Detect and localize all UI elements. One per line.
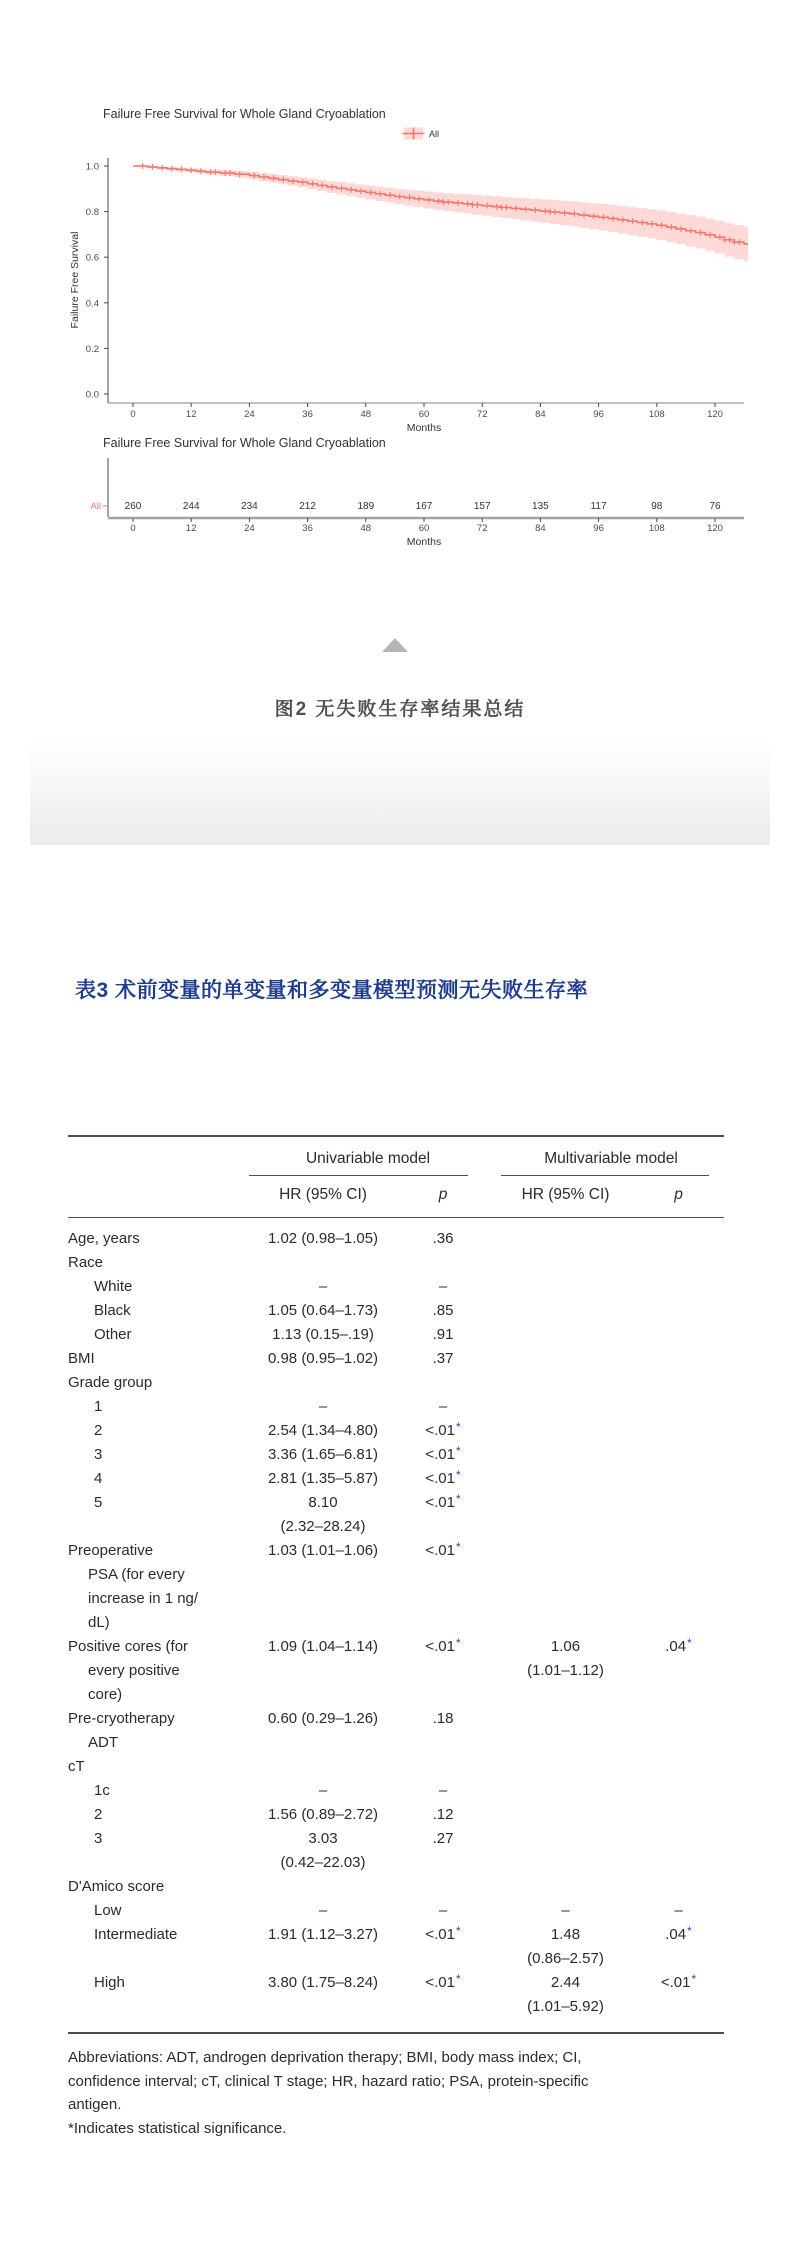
significance-star: *: [455, 1420, 461, 1434]
univariable-p-cell: .27: [432, 1830, 454, 1847]
km-xlabel: Months: [406, 422, 442, 434]
table-row: [68, 1467, 724, 1491]
multivariable-p-cell: [633, 1323, 724, 1347]
km-legend: [403, 128, 440, 140]
col-gap: [488, 1875, 498, 1899]
table-row: [68, 1395, 724, 1419]
univariable-p-cell: <.01*: [425, 1420, 461, 1439]
significance-star: *: [455, 1924, 461, 1938]
row-label: High: [94, 1974, 125, 1991]
y-tick-label: 0.0: [85, 389, 99, 401]
univariable-hr-cell: 1.03 (1.01–1.06): [267, 1542, 379, 1559]
multivariable-hr-cell: [498, 1827, 633, 1875]
univariable-hr-cell: 1.02 (0.98–1.05): [267, 1230, 379, 1247]
risk-count: 212: [299, 501, 316, 512]
x-tick-label: 120: [707, 409, 723, 420]
col-gap: [488, 1803, 498, 1827]
multivariable-hr-cell: [498, 1299, 633, 1323]
univariable-p-cell: .37: [432, 1350, 454, 1367]
table-row: [68, 1371, 724, 1395]
multivariable-p-cell: [633, 1779, 724, 1803]
risk-table-area: [103, 458, 744, 534]
multivariable-p-cell: .04*: [665, 1636, 692, 1655]
univariable-hr-cell: 3.36 (1.65–6.81): [267, 1446, 379, 1463]
risk-x-tick-label: 24: [244, 523, 255, 534]
table-group-header-row: [68, 1137, 724, 1176]
multivariable-hr-cell: [498, 1275, 633, 1299]
col-gap: [488, 1707, 498, 1755]
univariable-p-cell: .18: [432, 1710, 454, 1727]
univariable-p-cell: <.01*: [425, 1636, 461, 1655]
risk-row-label: All: [90, 501, 101, 512]
significance-star: *: [687, 1636, 692, 1650]
km-plot-area: [86, 158, 748, 420]
univariable-p-cell: <.01*: [425, 1972, 461, 1991]
significance-star: *: [455, 1972, 461, 1986]
risk-count: 117: [590, 501, 607, 512]
multivariable-p-cell: [633, 1395, 724, 1419]
row-label: 1c: [94, 1782, 110, 1799]
univariable-p-cell: .91: [432, 1326, 454, 1343]
x-tick-label: 84: [535, 409, 546, 420]
univariable-hr-cell: 3.80 (1.75–8.24): [267, 1974, 379, 1991]
multivariable-hr-cell: [498, 1707, 633, 1755]
multivariable-p-cell: [633, 1875, 724, 1899]
multivariable-underline: [501, 1175, 709, 1176]
stats-table: [68, 1135, 724, 2140]
table-row: [68, 1779, 724, 1803]
univariable-hr-cell: 1.13 (0.15–.19): [272, 1326, 374, 1343]
univariable-hr-cell: 8.10 (2.32–28.24): [280, 1494, 366, 1535]
univariable-hr-cell: 0.60 (0.29–1.26): [267, 1710, 379, 1727]
multivariable-hr-cell: [498, 1755, 633, 1779]
risk-x-tick-label: 36: [302, 523, 313, 534]
univariable-p-cell: –: [438, 1902, 448, 1919]
col-header-m-p: p: [674, 1186, 683, 1203]
row-label: Low: [94, 1902, 122, 1919]
y-tick-label: 1.0: [85, 161, 99, 173]
multivariable-p-cell: [633, 1491, 724, 1539]
risk-x-tick-label: 72: [476, 523, 488, 534]
univariable-hr-cell: 1.56 (0.89–2.72): [267, 1806, 379, 1823]
collapse-triangle-icon[interactable]: [382, 638, 408, 652]
multivariable-hr-cell: 2.44 (1.01–5.92): [527, 1974, 604, 2015]
table-row: [68, 1251, 724, 1275]
univariable-hr-cell: –: [318, 1398, 328, 1415]
table-row: [68, 1707, 724, 1755]
table-row: [68, 1755, 724, 1779]
risk-count: 135: [532, 501, 549, 512]
univariable-hr-cell: 3.03 (0.42–22.03): [280, 1830, 366, 1871]
univariable-hr-cell: 2.81 (1.35–5.87): [267, 1470, 379, 1487]
risk-x-tick-label: 84: [535, 523, 546, 534]
row-label: Intermediate: [94, 1926, 178, 1943]
risk-count: 189: [357, 501, 375, 512]
multivariable-hr-cell: [498, 1443, 633, 1467]
table-row: [68, 1875, 724, 1899]
row-label: 4: [94, 1470, 103, 1487]
x-tick-label: 60: [418, 409, 430, 420]
univariable-hr-cell: 1.91 (1.12–3.27): [267, 1926, 379, 1943]
table-row: [68, 1827, 724, 1875]
univariable-p-cell: <.01*: [425, 1492, 461, 1511]
table-row: [68, 1227, 724, 1251]
col-gap: [488, 1827, 498, 1875]
multivariable-p-cell: [633, 1371, 724, 1395]
multivariable-p-cell: [633, 1755, 724, 1779]
multivariable-hr-cell: [498, 1347, 633, 1371]
col-gap: [488, 1635, 498, 1707]
figure-caption: 图2 无失败生存率结果总结: [274, 699, 526, 720]
univariable-hr-cell: [248, 1371, 398, 1395]
row-label: 5: [94, 1494, 103, 1511]
risk-count: 157: [473, 501, 491, 512]
univariable-hr-cell: –: [318, 1782, 328, 1799]
univariable-hr-cell: 2.54 (1.34–4.80): [267, 1422, 379, 1439]
row-label: Race: [68, 1254, 104, 1271]
univariable-p-cell: –: [438, 1782, 448, 1799]
col-gap: [488, 1491, 498, 1539]
km-ylabel: Failure Free Survival: [69, 231, 81, 329]
col-gap: [488, 1539, 498, 1635]
multivariable-group-header: Multivariable model: [498, 1150, 724, 1176]
x-tick-label: 96: [593, 409, 604, 420]
km-figure: [0, 0, 800, 560]
univariable-p-cell: .12: [432, 1806, 454, 1823]
univariable-p-cell: <.01*: [425, 1924, 461, 1943]
multivariable-p-cell: [633, 1803, 724, 1827]
table-row: [68, 1419, 724, 1443]
col-gap: [488, 1467, 498, 1491]
x-tick-label: 48: [360, 409, 372, 420]
y-tick-label: 0.2: [85, 343, 99, 355]
risk-x-tick-label: 12: [185, 523, 197, 534]
univariable-p-cell: –: [438, 1278, 448, 1295]
multivariable-p-cell: [633, 1467, 724, 1491]
table-title: 表3 术前变量的单变量和多变量模型预测无失败生存率: [75, 979, 589, 1002]
col-gap: [488, 1347, 498, 1371]
row-label: 1: [94, 1398, 103, 1415]
univariable-hr-cell: [248, 1251, 398, 1275]
row-label: Other: [94, 1326, 132, 1343]
row-label: D'Amico score: [68, 1878, 165, 1895]
multivariable-p-cell: [633, 1275, 724, 1299]
multivariable-p-cell: [633, 1539, 724, 1635]
univariable-underline: [249, 1175, 468, 1176]
y-tick-label: 0.8: [85, 207, 99, 219]
x-tick-label: 36: [302, 409, 313, 420]
col-header-m-hr: HR (95% CI): [521, 1186, 610, 1203]
confidence-band: [133, 165, 748, 261]
table-row: [68, 1539, 724, 1635]
table-row: [68, 1971, 724, 2019]
multivariable-p-cell: [633, 1347, 724, 1371]
table-body: [68, 1218, 724, 2032]
univariable-p-cell: <.01*: [425, 1444, 461, 1463]
risk-x-tick-label: 120: [707, 523, 723, 534]
univariable-hr-cell: –: [318, 1278, 328, 1295]
col-gap: [488, 1251, 498, 1275]
multivariable-hr-cell: –: [561, 1902, 570, 1919]
significance-star: *: [455, 1468, 461, 1482]
row-label: cT: [68, 1758, 85, 1775]
risk-count: 260: [124, 501, 142, 512]
table-footnote: [68, 2034, 724, 2140]
table-row: [68, 1923, 724, 1971]
multivariable-p-cell: [633, 1419, 724, 1443]
multivariable-hr-cell: [498, 1803, 633, 1827]
risk-count: 244: [182, 501, 200, 512]
table-row: [68, 1323, 724, 1347]
significance-star: *: [455, 1492, 461, 1506]
multivariable-p-cell: [633, 1827, 724, 1875]
km-chart-title: Failure Free Survival for Whole Gland Cryoablation: [103, 107, 386, 121]
multivariable-p-cell: [633, 1227, 724, 1251]
row-label: Grade group: [68, 1374, 153, 1391]
univariable-p-cell: .36: [432, 1230, 454, 1247]
row-label: 3: [94, 1446, 103, 1463]
footnote-line: confidence interval; cT, clinical T stage; HR, hazard ratio; PSA, protein-specific: [68, 2072, 589, 2090]
significance-star: *: [455, 1540, 461, 1554]
univariable-hr-cell: 1.09 (1.04–1.14): [267, 1638, 379, 1655]
x-tick-label: 0: [130, 409, 136, 420]
row-label: Preoperative PSA (for every increase in 1 ng/ dL): [68, 1542, 199, 1631]
y-tick-label: 0.4: [85, 298, 99, 310]
table-row: [68, 1635, 724, 1707]
multivariable-p-cell: [633, 1443, 724, 1467]
section-divider-band: [30, 740, 770, 845]
table-row: [68, 1491, 724, 1539]
col-gap: [488, 1275, 498, 1299]
row-label: 2: [94, 1422, 103, 1439]
risk-count: 167: [415, 501, 433, 512]
multivariable-p-cell: –: [674, 1902, 683, 1919]
row-label: 3: [94, 1830, 103, 1847]
multivariable-hr-cell: [498, 1875, 633, 1899]
multivariable-p-cell: [633, 1707, 724, 1755]
col-gap: [488, 1227, 498, 1251]
footnote-line: antigen.: [68, 2096, 122, 2113]
row-label: BMI: [68, 1350, 95, 1367]
x-tick-label: 24: [244, 409, 255, 420]
col-gap: [488, 1755, 498, 1779]
univariable-p-cell: [398, 1251, 488, 1275]
table-row: [68, 1443, 724, 1467]
row-label: White: [94, 1278, 133, 1295]
risk-x-tick-label: 108: [648, 523, 665, 534]
multivariable-hr-cell: [498, 1491, 633, 1539]
footnote-line: *Indicates statistical significance.: [68, 2119, 287, 2137]
risk-x-tick-label: 0: [130, 523, 136, 534]
table-column-header-row: [68, 1176, 724, 1217]
x-tick-label: 72: [476, 409, 488, 420]
risk-count: 76: [709, 501, 721, 512]
univariable-p-cell: [398, 1755, 488, 1779]
multivariable-hr-cell: [498, 1371, 633, 1395]
univariable-p-cell: <.01*: [425, 1540, 461, 1559]
table-row: [68, 1899, 724, 1923]
multivariable-p-cell: [633, 1251, 724, 1275]
univariable-p-cell: <.01*: [425, 1468, 461, 1487]
row-label: Positive cores (for every positive core): [68, 1638, 189, 1703]
multivariable-hr-cell: [498, 1779, 633, 1803]
col-gap: [488, 1923, 498, 1971]
row-label: Age, years: [68, 1230, 140, 1247]
table-row: [68, 1275, 724, 1299]
col-gap: [488, 1323, 498, 1347]
multivariable-hr-cell: [498, 1395, 633, 1419]
univariable-hr-cell: 0.98 (0.95–1.02): [267, 1350, 379, 1367]
multivariable-hr-cell: [498, 1251, 633, 1275]
univariable-hr-cell: [248, 1875, 398, 1899]
multivariable-p-cell: .04*: [665, 1924, 692, 1943]
col-gap: [488, 1371, 498, 1395]
multivariable-hr-cell: 1.06 (1.01–1.12): [527, 1638, 604, 1679]
risk-count: 234: [241, 501, 258, 512]
col-gap: [488, 1443, 498, 1467]
multivariable-hr-cell: [498, 1467, 633, 1491]
table-row: [68, 1347, 724, 1371]
multivariable-hr-cell: [498, 1227, 633, 1251]
x-tick-label: 108: [648, 409, 665, 420]
multivariable-hr-cell: 1.48 (0.86–2.57): [527, 1926, 604, 1967]
significance-star: *: [455, 1636, 461, 1650]
col-gap: [488, 1299, 498, 1323]
significance-star: *: [691, 1972, 697, 1986]
univariable-group-header: Univariable model: [248, 1150, 488, 1176]
table-row: [68, 1299, 724, 1323]
col-gap: [488, 1779, 498, 1803]
legend-label: All: [429, 129, 440, 139]
row-label: Pre-cryotherapy ADT: [68, 1710, 175, 1751]
risk-table-title: Failure Free Survival for Whole Gland Cryoablation: [103, 436, 386, 450]
col-gap: [488, 1971, 498, 2019]
significance-star: *: [687, 1924, 692, 1938]
risk-xlabel: Months: [406, 536, 442, 548]
risk-x-tick-label: 96: [593, 523, 604, 534]
univariable-p-cell: [398, 1371, 488, 1395]
univariable-p-cell: [398, 1875, 488, 1899]
multivariable-hr-cell: [498, 1419, 633, 1443]
risk-x-tick-label: 60: [418, 523, 430, 534]
col-gap: [488, 1899, 498, 1923]
univariable-hr-cell: [248, 1755, 398, 1779]
col-header-u-hr: HR (95% CI): [279, 1186, 367, 1203]
col-gap: [488, 1395, 498, 1419]
multivariable-p-cell: [633, 1299, 724, 1323]
univariable-p-cell: .85: [432, 1302, 454, 1319]
row-label: Black: [94, 1302, 131, 1319]
multivariable-p-cell: <.01*: [660, 1972, 697, 1991]
col-header-u-p: p: [438, 1186, 448, 1203]
footnote-line: Abbreviations: ADT, androgen deprivation therapy; BMI, body mass index; CI,: [68, 2049, 582, 2066]
table-row: [68, 1803, 724, 1827]
col-gap: [488, 1419, 498, 1443]
x-tick-label: 12: [185, 409, 197, 420]
univariable-hr-cell: 1.05 (0.64–1.73): [267, 1302, 379, 1319]
multivariable-hr-cell: [498, 1539, 633, 1635]
univariable-hr-cell: –: [318, 1902, 328, 1919]
multivariable-hr-cell: [498, 1323, 633, 1347]
univariable-p-cell: –: [438, 1398, 448, 1415]
row-label: 2: [94, 1806, 103, 1823]
y-tick-label: 0.6: [85, 252, 99, 264]
risk-count: 98: [651, 501, 663, 512]
significance-star: *: [455, 1444, 461, 1458]
risk-x-tick-label: 48: [360, 523, 372, 534]
